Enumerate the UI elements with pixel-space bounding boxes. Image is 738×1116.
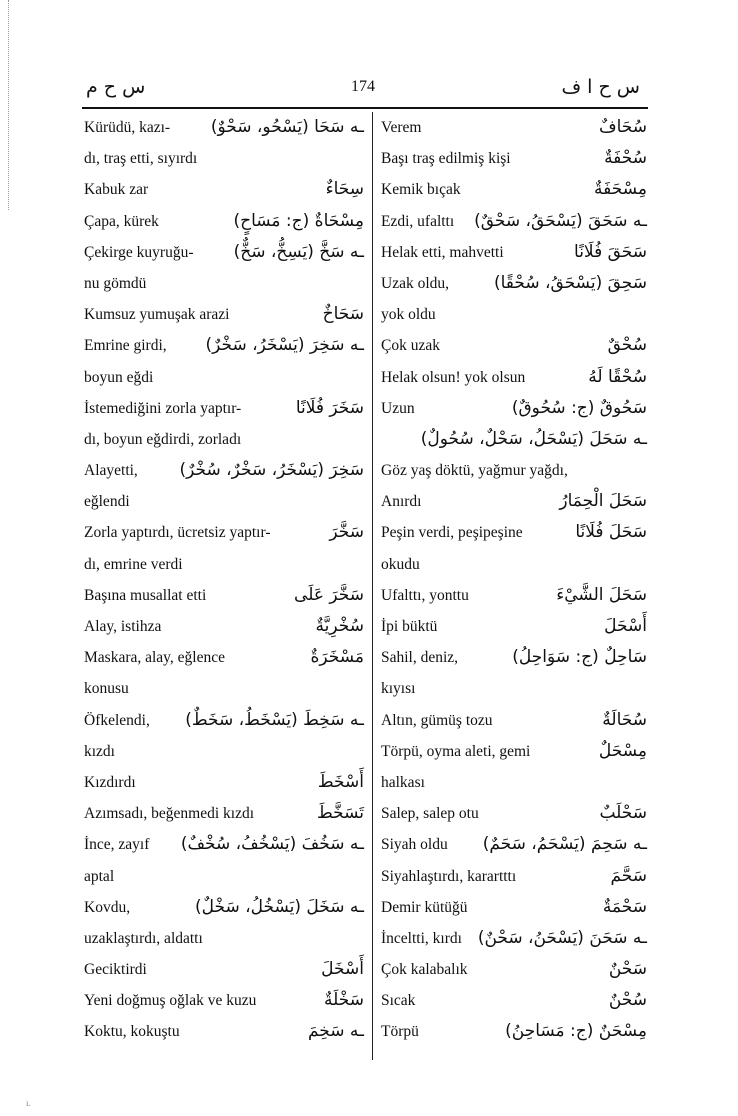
arabic-headword: مِسْحَلٌ <box>598 740 647 761</box>
turkish-definition: İnceltti, kırdı <box>381 929 462 947</box>
entry-row <box>381 580 647 611</box>
entry-row <box>84 455 364 486</box>
entry-row <box>84 486 364 517</box>
entry-row <box>84 393 364 424</box>
entry-row <box>84 611 364 642</box>
entry-row <box>381 268 647 299</box>
arabic-headword: سَحُوقٌ (ج: سُحُوقٌ) <box>511 397 647 418</box>
turkish-definition: Çok uzak <box>381 337 440 355</box>
arabic-headword: ـه سَخِمَ <box>307 1021 364 1042</box>
arabic-headword: ـه سَخِطَ (يَسْخَطُ، سَخَطٌ) <box>185 709 364 730</box>
entry-row <box>381 736 647 767</box>
entry-row <box>381 517 647 548</box>
entry-row <box>84 923 364 954</box>
turkish-definition: Öfkelendi, <box>84 711 150 729</box>
entry-row <box>381 549 647 580</box>
entry-row <box>381 112 647 143</box>
entry-row <box>381 330 647 361</box>
entry-row <box>84 705 364 736</box>
entry-row <box>84 1016 364 1047</box>
turkish-definition: Siyahlaştırdı, karartttı <box>381 867 517 885</box>
arabic-headword: سَحْنٌ <box>608 959 647 980</box>
entry-row <box>381 673 647 704</box>
arabic-headword: سَخَرَ فُلَانًا <box>295 397 364 418</box>
turkish-definition: Verem <box>381 119 422 136</box>
entry-row <box>84 861 364 892</box>
entry-row <box>381 237 647 268</box>
turkish-definition: Başına musallat etti <box>84 586 207 604</box>
turkish-definition: Çok kalabalık <box>381 961 468 979</box>
arabic-headword: ـه سَخِرَ (يَسْخَرُ، سَخْرٌ) <box>205 335 364 356</box>
arabic-headword: مِسْحَنٌ (ج: مَسَاحِنُ) <box>505 1021 647 1042</box>
arabic-headword: سَحَلَ فُلَانًا <box>575 522 647 543</box>
turkish-definition: Salep, salep otu <box>381 805 479 823</box>
entry-row <box>381 206 647 237</box>
turkish-definition: Alayetti, <box>84 462 138 480</box>
entry-row <box>381 985 647 1016</box>
arabic-headword: سُحَافٌ <box>598 117 647 137</box>
entry-row <box>84 642 364 673</box>
entry-row <box>84 424 364 455</box>
turkish-definition: Çapa, kürek <box>84 212 159 230</box>
arabic-headword: سَحْمَةٌ <box>602 896 647 917</box>
turkish-definition: kızdı <box>84 742 115 760</box>
entry-row <box>84 237 364 268</box>
entry-row <box>84 206 364 237</box>
right-column <box>381 112 647 1048</box>
header-right-letters: س ح ا ف <box>561 76 640 98</box>
turkish-definition: Kızdırdı <box>84 773 136 791</box>
arabic-headword: سُخْرِيَّةٌ <box>315 616 364 636</box>
turkish-definition: Uzun <box>381 399 415 417</box>
arabic-headword: مِسْحَفَةٌ <box>594 179 647 200</box>
entry-row <box>84 673 364 704</box>
arabic-headword: ـه سَخُفَ (يَسْخُفُ، سُخْفٌ) <box>180 834 364 855</box>
turkish-definition: Anırdı <box>381 493 422 511</box>
entry-row <box>381 923 647 954</box>
arabic-headword: أَسْخَطَ <box>317 771 364 792</box>
entry-row <box>84 330 364 361</box>
turkish-definition: Sıcak <box>381 992 416 1010</box>
entry-row <box>381 705 647 736</box>
turkish-definition: okudu <box>381 555 420 573</box>
arabic-headword: تَسَخَّطَ <box>316 803 364 824</box>
turkish-definition: halkası <box>381 773 425 791</box>
entry-row <box>381 299 647 330</box>
turkish-definition: Zorla yaptırdı, ücretsiz yaptır- <box>84 524 271 542</box>
turkish-definition: Törpü <box>381 1023 419 1041</box>
entry-row <box>84 299 364 330</box>
arabic-headword: سَحَقَ فُلَانًا <box>574 241 647 262</box>
arabic-headword: سُحْقًا لَهُ <box>588 366 647 387</box>
entry-row <box>84 892 364 923</box>
arabic-headword: سَخَّرَ <box>329 522 364 543</box>
turkish-definition: Emrine girdi, <box>84 337 167 355</box>
footer-mark: ı. <box>26 1098 31 1108</box>
entry-row <box>84 112 364 143</box>
turkish-definition: Siyah oldu <box>381 836 448 854</box>
turkish-definition: aptal <box>84 867 115 885</box>
entry-row <box>381 362 647 393</box>
entry-row <box>84 767 364 798</box>
page-header <box>78 76 648 104</box>
turkish-definition: uzaklaştırdı, aldattı <box>84 929 203 947</box>
arabic-headword: سُحْنٌ <box>608 990 647 1011</box>
turkish-definition: dı, boyun eğdirdi, zorladı <box>84 430 242 448</box>
arabic-headword: مَسْخَرَةٌ <box>310 647 364 668</box>
entry-row <box>381 393 647 424</box>
turkish-definition: Geciktirdi <box>84 961 147 979</box>
entry-row <box>381 892 647 923</box>
column-divider <box>372 112 373 1060</box>
arabic-headword: سُحْفَةٌ <box>604 148 647 169</box>
turkish-definition: Uzak oldu, <box>381 274 450 292</box>
turkish-definition: Ezdi, ufalttı <box>381 212 455 230</box>
header-rule <box>82 107 648 109</box>
arabic-headword: ـه سَحَقَ (يَسْحَقُ، سَحْقٌ) <box>474 210 647 231</box>
entry-row <box>381 861 647 892</box>
arabic-headword: سُحَالَةٌ <box>602 709 647 730</box>
entry-row <box>84 517 364 548</box>
arabic-headword: ـه سَخَّ (يَسِخُّ، سَخٌّ) <box>233 241 364 262</box>
arabic-headword: سِحَاءٌ <box>325 179 364 200</box>
turkish-definition: Peşin verdi, peşipeşine <box>381 524 523 542</box>
turkish-definition: Başı traş edilmiş kişi <box>381 150 511 168</box>
arabic-headword: ـه سَحَنَ (يَسْحَنُ، سَحْنٌ) <box>477 927 647 948</box>
arabic-headword: ـه سَحِمَ (يَسْحَمُ، سَحَمٌ) <box>482 834 647 855</box>
turkish-definition: Altın, gümüş tozu <box>381 711 493 729</box>
entry-row <box>84 143 364 174</box>
entry-row <box>381 455 647 486</box>
entry-row <box>381 611 647 642</box>
arabic-headword: سَخِرَ (يَسْخَرُ، سَخْرٌ، سُخْرٌ) <box>179 460 364 481</box>
arabic-headword: سَحْلَبٌ <box>599 803 647 824</box>
entry-row <box>84 798 364 829</box>
arabic-headword: سَحَّمَ <box>610 865 647 886</box>
arabic-headword: سَحِقَ (يَسْحَقُ، سُحْقًا) <box>494 272 647 293</box>
arabic-headword: ـه سَحَا (يَسْحُو، سَحْوٌ) <box>210 117 364 137</box>
turkish-definition: dı, emrine verdi <box>84 555 183 573</box>
turkish-definition: boyun eğdi <box>84 368 154 386</box>
turkish-definition: kıyısı <box>381 680 416 698</box>
turkish-definition: İstemediğini zorla yaptır- <box>84 399 242 417</box>
entry-row <box>84 736 364 767</box>
left-margin-mark <box>8 0 9 210</box>
arabic-headword: سَاحِلٌ (ج: سَوَاحِلُ) <box>512 647 647 668</box>
turkish-definition: Çekirge kuyruğu- <box>84 243 194 261</box>
entry-row <box>381 143 647 174</box>
turkish-definition: Kabuk zar <box>84 181 149 199</box>
header-left-letters: س ح م <box>86 76 146 98</box>
arabic-headword: مِسْحَاةٌ (ج: مَسَاحٍ) <box>233 210 364 231</box>
turkish-definition: dı, traş etti, sıyırdı <box>84 150 198 168</box>
entry-row <box>84 580 364 611</box>
entry-row <box>381 798 647 829</box>
entry-row <box>381 642 647 673</box>
entry-row <box>381 767 647 798</box>
entry-row <box>84 362 364 393</box>
entry-row <box>381 174 647 205</box>
arabic-headword: ـه سَحَلَ (يَسْحَلُ، سَحْلٌ، سُحُولٌ) <box>420 428 647 449</box>
entry-row <box>381 424 647 455</box>
turkish-definition: Yeni doğmuş oğlak ve kuzu <box>84 992 257 1010</box>
turkish-definition: Göz yaş döktü, yağmur yağdı, <box>381 462 568 480</box>
arabic-headword: سَحَلَ الْحِمَارُ <box>559 491 647 512</box>
turkish-definition: Kovdu, <box>84 898 131 916</box>
arabic-headword: سَحَلَ الشَّيْءَ <box>556 584 647 605</box>
turkish-definition: İnce, zayıf <box>84 836 150 854</box>
turkish-definition: nu gömdü <box>84 274 147 292</box>
arabic-headword: أَسْحَلَ <box>604 616 647 636</box>
arabic-headword: سَخَّرَ عَلَى <box>294 584 364 605</box>
arabic-headword: أَسْخَلَ <box>321 959 364 980</box>
turkish-definition: Demir kütüğü <box>381 898 468 916</box>
turkish-definition: Helak etti, mahvetti <box>381 243 504 261</box>
entry-row <box>84 268 364 299</box>
entry-row <box>84 954 364 985</box>
entry-row <box>84 549 364 580</box>
arabic-headword: سَخْلَةٌ <box>324 990 364 1011</box>
entry-row <box>84 174 364 205</box>
turkish-definition: Kemik bıçak <box>381 181 461 199</box>
entry-row <box>381 829 647 860</box>
turkish-definition: Maskara, alay, eğlence <box>84 649 225 667</box>
page-number: 174 <box>351 78 375 95</box>
entry-row <box>84 985 364 1016</box>
turkish-definition: Ufalttı, yonttu <box>381 586 469 604</box>
entry-row <box>84 829 364 860</box>
turkish-definition: Helak olsun! yok olsun <box>381 368 526 386</box>
turkish-definition: İpi büktü <box>381 618 438 635</box>
turkish-definition: Koktu, kokuştu <box>84 1023 180 1041</box>
arabic-headword: سَحَاخٌ <box>322 304 364 325</box>
turkish-definition: Sahil, deniz, <box>381 649 459 667</box>
entry-row <box>381 1016 647 1047</box>
left-column <box>84 112 364 1048</box>
turkish-definition: Azımsadı, beğenmedi kızdı <box>84 805 255 823</box>
turkish-definition: Alay, istihza <box>84 618 162 635</box>
turkish-definition: Kürüdü, kazı- <box>84 119 171 136</box>
turkish-definition: eğlendi <box>84 493 130 511</box>
arabic-headword: ـه سَخَلَ (يَسْخُلُ، سَخْلٌ) <box>195 896 364 917</box>
entry-row <box>381 954 647 985</box>
arabic-headword: سُحْقٌ <box>607 335 647 356</box>
turkish-definition: Törpü, oyma aleti, gemi <box>381 742 531 760</box>
turkish-definition: Kumsuz yumuşak arazi <box>84 306 230 324</box>
entry-row <box>381 486 647 517</box>
turkish-definition: konusu <box>84 680 129 698</box>
turkish-definition: yok oldu <box>381 306 436 324</box>
